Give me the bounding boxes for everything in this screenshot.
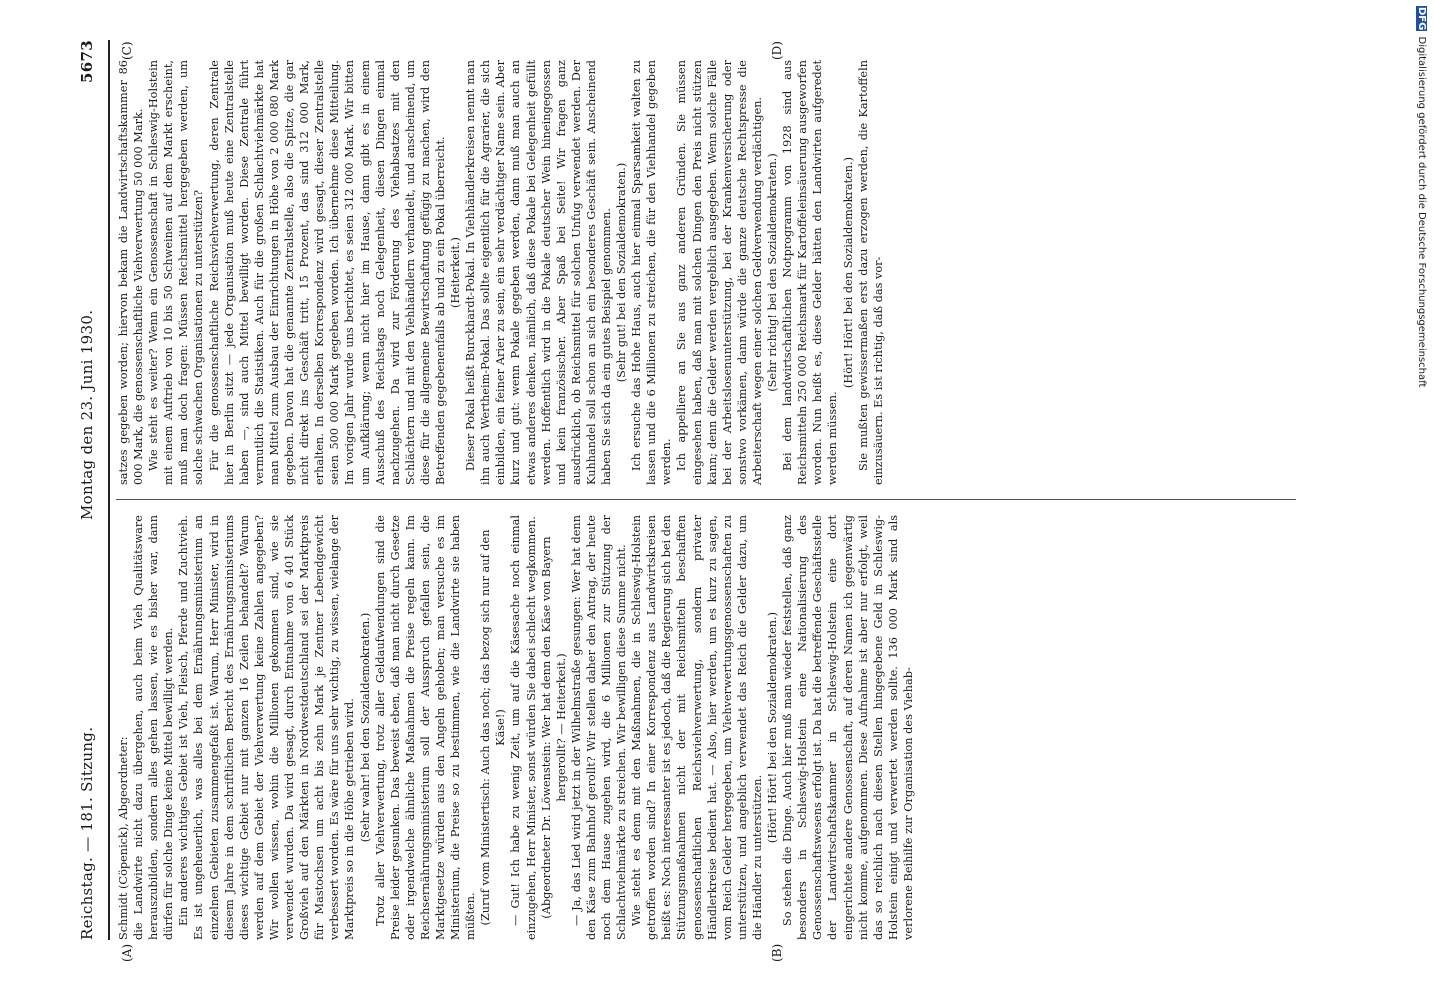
column-divider — [116, 499, 1296, 500]
page-header — [78, 40, 106, 940]
interjection: (Abgeordneter Dr. Löwenstein: Wer hat denn den Käse von Bayern hergerollt? — Heiterkeit.) — [539, 536, 568, 919]
paragraph: Ein anderes wichtiges Gebiet ist Vieh, Fleisch, Pferde und Zuchtvieh. Es ist ungeheuerlich, was alles bei dem Ernährungsministerium an einzelnen Gebieten zusammengefaßt ist. Warum, Herr Minister, wird in diesem Jahre in dem schriftlichen Bericht des Ernährungsministeriums dieses wichtige Gebiet nur mit ganzen 16 Zeilen behandelt? Warum werden auf dem Gebiet der Viehverwertung keine Zahlen angegeben? Wir wollen wissen, wohin die Millionen gekommen sind, wie sie verwendet wurden. Da wird gesagt, durch Entnahme von 6 401 Stück Großvieh auf den Märkten in Nordwestdeutschland sei der Marktpreis für Mastochsen um acht bis zehn Mark je Zentner Lebendgewicht verbessert worden. Es wäre für uns sehr wichtig, zu wissen, wielange der Marktpreis so in die Höhe getrieben wird. — [177, 515, 357, 940]
interjection: (Hört! Hört! bei den Sozialdemokraten.) — [841, 156, 855, 389]
margin-marker-c: (C) — [120, 41, 134, 60]
margin-marker-b: (B) — [770, 943, 784, 962]
header-session: Reichstag. — 181. Sitzung. — [78, 726, 96, 940]
credit-text: Digitalisierung gefördert durch die Deutsche Forschungsgemeinschaft — [1416, 36, 1427, 388]
paragraph: — Gut! Ich habe zu wenig Zeit, um auf die Käsesache noch einmal einzugehen, Herr Minister, sonst würden Sie dabei schlecht wegkommen. — [509, 515, 538, 940]
text-column-right — [116, 60, 886, 485]
margin-marker-d: (D) — [770, 41, 784, 60]
paragraph: Sie mußten gewissermaßen erst dazu erzogen werden, die Kartoffeln einzusäuern. Es ist richtig, daß das vor- — [856, 60, 885, 485]
paragraph: Wie steht es denn mit den Maßnahmen, die in Schleswig-Holstein getroffen worden sind? In einer Korrespondenz aus Landwirtskreisen heißt es: Noch interessanter ist es jedoch, daß die Regierung sich bei den Stützungsmaßnahmen nicht der mit Reichsmitteln beschafften genossenschaftlichen Reichsviehverwertung, sondern privater Händlerkreise bedient hat. — Also, hier werden, um es kurz zu sagen, vom Reich Gelder hergegeben, um Viehverwertungsgenossenschaften zu unterstützen, und angeblich verwendet das Reich die Gelder dazu, um die Händler zu unterstützen. — [630, 515, 764, 940]
rotated-document-page — [70, 40, 1330, 962]
digitization-credit — [1416, 6, 1427, 387]
header-rule — [108, 40, 110, 940]
paragraph: Dieser Pokal heißt Burckhardt-Pokal. In Viehhändlerkreisen nennt man ihn auch Wertheim-Pokal. Das sollte eigentlich für die Agrarier, die sich einbilden, ein feiner Arier zu sein, ein sehr verdächtiger Name sein. Aber kurz und gut: wenn Pokale gegeben werden, dann muß man auch an etwas anderes denken, nämlich, daß diese Pokale bei Gelegenheit gefüllt werden. Hoffentlich wird in die Pokale deutscher Wein hineingegossen und kein französischer. Aber Spaß bei Seite! Wir fragen ganz ausdrücklich, ob Reichsmittel für solchen Unfug verwendet werden. Der Kuhhandel soll schon an sich ein besonderes Geschäft sein. Anscheinend haben Sie sich da ein gutes Beispiel genommen. — [464, 60, 613, 485]
paragraph: Bei dem landwirtschaftlichen Notprogramm von 1928 sind aus Reichsmitteln 250 000 Reichsmark für Kartoffeleinsäuerung ausgeworfen worden. Nun heißt es, diese Gelder hätten den Landwirten aufgeredet werden müssen. — [781, 60, 840, 485]
paragraph: So stehen die Dinge. Auch hier muß man wieder feststellen, daß ganz besonders in Schleswig-Holstein eine Nationalisierung des Genossenschaftswesens erfolgt ist. Da hat die betreffende Geschäftsstelle der Landwirtschaftskammer in Schleswig-Holstein eine dort eingerichtete andere Genossenschaft, auf deren Namen ich gegenwärtig nicht komme, aufgenommen. Diese Aufnahme ist aber nur erfolgt, weil das so reichlich nach diesen Stellen hingegebene Geld in Schleswig-Holstein einigt und verwertet werden sollte. 136 000 Mark sind als verlorene Beihilfe zur Organisation des Viehab- — [781, 515, 915, 940]
interjection: (Hört! Hört! bei den Sozialdemokraten.) — [766, 611, 780, 844]
paragraph: Schmidt (Cöpenick), Abgeordneter: — [117, 736, 130, 940]
paragraph: die Landwirte nicht dazu übergehen, auch beim Vieh Qualitätsware herauszubilden, sondern alles gehen lassen, wie es bisher war, dann dürfen für solche Dinge keine Mittel bewilligt werden. — [132, 515, 176, 940]
interjection: (Heiterkeit.) — [449, 237, 463, 308]
interjection: (Zuruf vom Ministertisch: Auch das noch; das bezog sich nur auf den Käse!) — [479, 529, 508, 926]
dfg-logo: DFG — [1416, 7, 1427, 31]
header-page-number: 5673 — [78, 40, 96, 83]
interjection: (Sehr wahr! bei den Sozialdemokraten.) — [358, 612, 372, 843]
header-date: Montag den 23. Juni 1930. — [78, 309, 96, 520]
paragraph: Ich ersuche das Hohe Haus, auch hier einmal Sparsamkeit walten zu lassen und die 6 Millionen zu streichen, die für den Viehhandel gegeben werden. — [630, 60, 674, 485]
paragraph: Ich appelliere an Sie aus ganz anderen Gründen. Sie müssen eingesehen haben, daß man mit solchen Dingen den Preis nicht stützen kann; denn die Gelder werden vergeblich ausgegeben. Wenn solche Fälle bei der Arbeitslosenunterstützung, bei der Krankenversicherung oder sonstwo vorkämen, dann würde die ganze deutsche Rechtspresse die Arbeiterschaft wegen einer solchen Geldverwendung verdächtigen. — [675, 60, 764, 485]
paragraph: Trotz aller Viehverwertung, trotz aller Geldaufwendungen sind die Preise leider gesunken. Das beweist eben, daß man nicht durch Gesetze oder irgendwelche ähnliche Maßnahmen die Preise regeln kann. Im Reichsernährungsministerium soll der Ausspruch gefallen sein, die Marktgesetze würden aus den Angeln gehoben; man versuche es im Ministerium, die Preise so zu bestimmen, wie die Landwirte sie haben müßten. — [373, 515, 478, 940]
interjection: (Sehr gut! bei den Sozialdemokraten.) — [615, 162, 629, 383]
margin-marker-a: (A) — [120, 943, 134, 962]
text-column-left — [116, 515, 916, 940]
paragraph: Wie steht es weiter? Wenn ein Genossenschaft in Schleswig-Holstein mit einem Auftrieb von 10 bis 50 Schweinen auf dem Markt erscheint, muß man doch fragen: Müssen Reichsmittel hergegeben werden, um solche schwachen Organisationen zu unterstützen? — [147, 60, 206, 485]
paragraph: satzes gegeben worden; hiervon bekam die Landwirtschaftskammer 86 000 Mark, die genossenschaftliche Viehverwertung 50 000 Mark. — [117, 60, 146, 485]
interjection: (Sehr richtig! bei den Sozialdemokraten.) — [766, 153, 780, 392]
paragraph: — Ja, das Lied wird jetzt in der Wilhelmstraße gesungen: Wer hat denn den Käse zum Bahnhof gerollt? Wir stellen daher den Antrag, der heute noch dem Hause zugehen wird, die 6 Millionen zur Stützung der Schlachtviehmärkte zu streichen. Wir bewilligen diese Summe nicht. — [569, 515, 629, 940]
paragraph: Für die genossenschaftliche Reichsviehverwertung, deren Zentrale hier in Berlin sitzt — jede Organisation muß heute eine Zentralstelle haben —, sind auch Mittel bewilligt worden. Diese Zentrale führt vermutlich die Statistiken. Auch für die großen Schlachtviehmärkte hat man Mittel zum Ausbau der Einrichtungen in Höhe von 2 000 080 Mark gegeben. Davon hat die genannte Zentralstelle, also die Spitze, die gar nicht direkt ins Geschäft tritt, 15 Prozent, das sind 312 000 Mark, erhalten. In derselben Korrespondenz wird gesagt, dieser Zentralstelle seien 500 000 Mark gegeben worden. Ich übernehme diese Mitteilung. Im vorigen Jahr wurde uns berichtet, es seien 312 000 Mark. Wir bitten um Aufklärung; wenn nicht hier im Hause, dann gibt es in einem Ausschuß des Reichstags noch Gelegenheit, diesen Dingen einmal nachzugehen. Da wird zur Förderung des Viehabsatzes mit den Schlächtern und mit den Viehhändlern verhandelt, und anscheinend, um diese für die allgemeine Bewirtschaftung gefügig zu machen, wird den Betreffenden gegebenenfalls ab und zu ein Pokal überreicht. — [207, 60, 447, 485]
